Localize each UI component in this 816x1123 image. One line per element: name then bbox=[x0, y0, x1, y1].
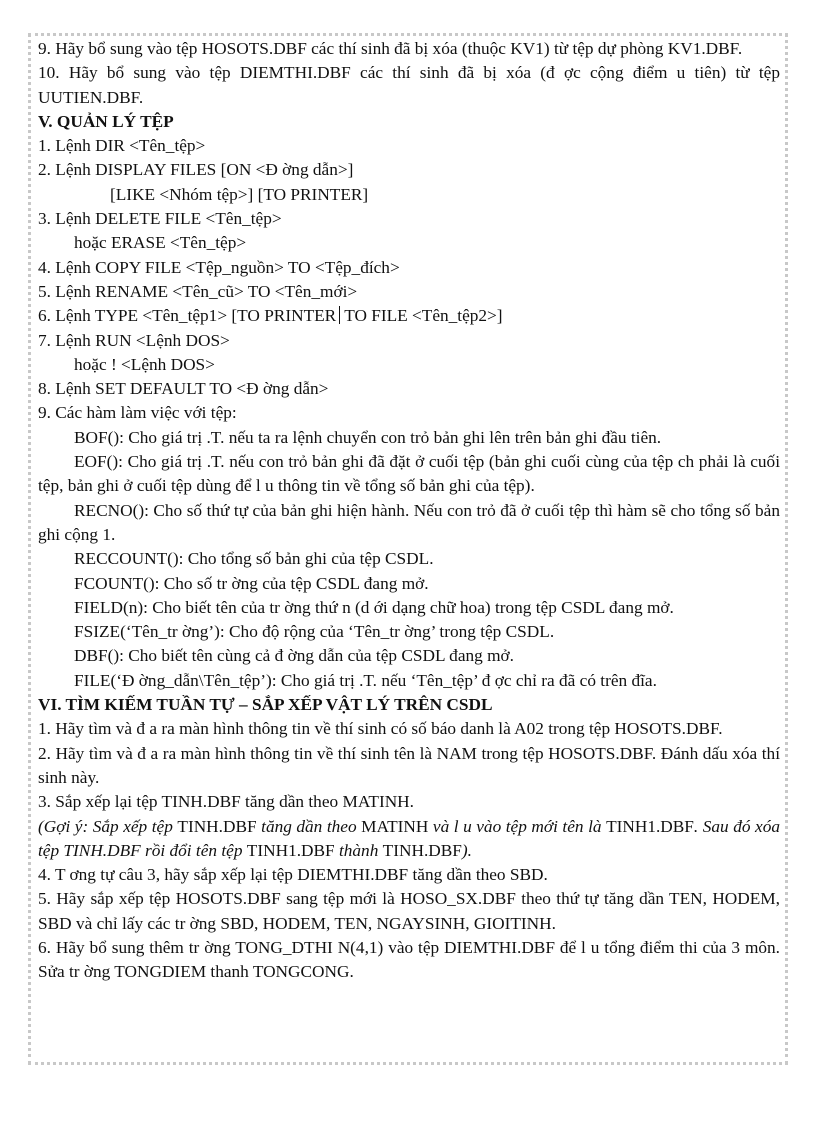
cmd-set-default: 8. Lệnh SET DEFAULT TO <Đ ờng dẫn> bbox=[38, 379, 329, 399]
exercise-search-2: 2. Hãy tìm và đ a ra màn hình thông tin về thí sinh tên là NAM trong tệp HOSOTS.DBF. Đánh dấu xóa thí sinh này. bbox=[38, 743, 780, 787]
exercise-9: 9. Hãy bổ sung vào tệp HOSOTS.DBF các thí sinh đã bị xóa (thuộc KV1) từ tệp dự phòng KV1.DBF. bbox=[38, 39, 743, 58]
exercise-sort-3: 3. Sắp xếp lại tệp TINH.DBF tăng dần theo MATINH. bbox=[38, 792, 414, 812]
cmd-rename: 5. Lệnh RENAME <Tên_cũ> TO <Tên_mới> bbox=[38, 281, 358, 301]
func-bof: BOF(): Cho giá trị .T. nếu ta ra lệnh chuyển con trỏ bản ghi lên trên bản ghi đầu tiên. bbox=[74, 427, 662, 447]
cmd-display-files-cont: [LIKE <Nhóm tệp>] [TO PRINTER] bbox=[110, 184, 369, 204]
exercise-sort-4: 4. T ơng tự câu 3, hãy sắp xếp lại tệp DIEMTHI.DBF tăng dần theo SBD. bbox=[38, 865, 548, 885]
cmd-run-alt: hoặc ! <Lệnh DOS> bbox=[74, 354, 215, 374]
pipe-separator bbox=[339, 306, 340, 324]
func-reccount: RECCOUNT(): Cho tổng số bản ghi của tệp CSDL. bbox=[74, 549, 434, 569]
exercise-10: 10. Hãy bổ sung vào tệp DIEMTHI.DBF các thí sinh đã bị xóa (đ ợc cộng điểm u tiên) từ tệp UUTIEN.DBF. bbox=[38, 63, 780, 107]
cmd-type-part1: 6. Lệnh TYPE <Tên_tệp1> [TO PRINTER bbox=[38, 306, 337, 326]
func-eof: EOF(): Cho giá trị .T. nếu con trỏ bản ghi đã đặt ở cuối tệp (bản ghi cuối cùng của tệp ch phải là cuối tệp, bản ghi ở cuối tệp dùng để l u thông tin về tổng số bản ghi của tệp). bbox=[38, 452, 780, 496]
func-file: FILE(‘Đ ờng_dẫn\Tên_tệp’): Cho giá trị .T. nếu ‘Tên_tệp’ đ ợc chỉ ra đã có trên đĩa. bbox=[74, 670, 657, 690]
cmd-dir: 1. Lệnh DIR <Tên_tệp> bbox=[38, 136, 206, 156]
func-field: FIELD(n): Cho biết tên của tr ờng thứ n (d ới dạng chữ hoa) trong tệp CSDL đang mở. bbox=[74, 597, 674, 617]
cmd-delete-file: 3. Lệnh DELETE FILE <Tên_tệp> bbox=[38, 209, 282, 229]
exercise-search-1: 1. Hãy tìm và đ a ra màn hình thông tin về thí sinh có số báo danh là A02 trong tệp HOSOTS.DBF. bbox=[38, 719, 723, 739]
cmd-run: 7. Lệnh RUN <Lệnh DOS> bbox=[38, 330, 230, 350]
func-recno: RECNO(): Cho số thứ tự của bản ghi hiện hành. Nếu con trỏ đã ở cuối tệp thì hàm sẽ cho tổng số bản ghi cộng 1. bbox=[38, 500, 780, 544]
func-fsize: FSIZE(‘Tên_tr ờng’): Cho độ rộng của ‘Tên_tr ờng’ trong tệp CSDL. bbox=[74, 622, 555, 642]
section-heading-v: V. QUẢN LÝ TỆP bbox=[38, 111, 174, 131]
cmd-erase: hoặc ERASE <Tên_tệp> bbox=[74, 233, 247, 253]
section-heading-vi: VI. TÌM KIẾM TUẦN TỰ – SẮP XẾP VẬT LÝ TRÊN CSDL bbox=[38, 695, 493, 715]
cmd-type bbox=[38, 304, 780, 328]
file-functions-heading: 9. Các hàm làm việc với tệp: bbox=[38, 403, 237, 423]
func-dbf: DBF(): Cho biết tên cùng cả đ ờng dẫn của tệp CSDL đang mở. bbox=[74, 646, 514, 666]
cmd-display-files: 2. Lệnh DISPLAY FILES [ON <Đ ờng dẫn>] bbox=[38, 160, 354, 180]
exercise-modify-6: 6. Hãy bổ sung thêm tr ờng TONG_DTHI N(4,1) vào tệp DIEMTHI.DBF để l u tổng điểm thi của 3 môn. Sửa tr ờng TONGDIEM thanh TONGCONG. bbox=[38, 937, 780, 982]
cmd-type-part2: TO FILE <Tên_tệp2>] bbox=[344, 306, 503, 326]
exercise-sort-5: 5. Hãy sắp xếp tệp HOSOTS.DBF sang tệp mới là HOSO_SX.DBF theo thứ tự tăng dần TEN, HODEM, SBD và chỉ lấy các tr ờng SBD, HODEM, TEN, NGAYSINH, GIOITINH. bbox=[38, 889, 780, 933]
hint-note: (Gợi ý: Sắp xếp tệp TINH.DBF tăng dần theo MATINH và l u vào tệp mới tên là TINH1.DBF. Sau đó xóa tệp TINH.DBF rồi đổi tên tệp TINH1.DBF thành TINH.DBF). bbox=[38, 816, 781, 860]
func-fcount: FCOUNT(): Cho số tr ờng của tệp CSDL đang mở. bbox=[74, 573, 429, 593]
cmd-copy-file: 4. Lệnh COPY FILE <Tệp_nguồn> TO <Tệp_đích> bbox=[38, 257, 400, 277]
document-body bbox=[38, 37, 780, 985]
